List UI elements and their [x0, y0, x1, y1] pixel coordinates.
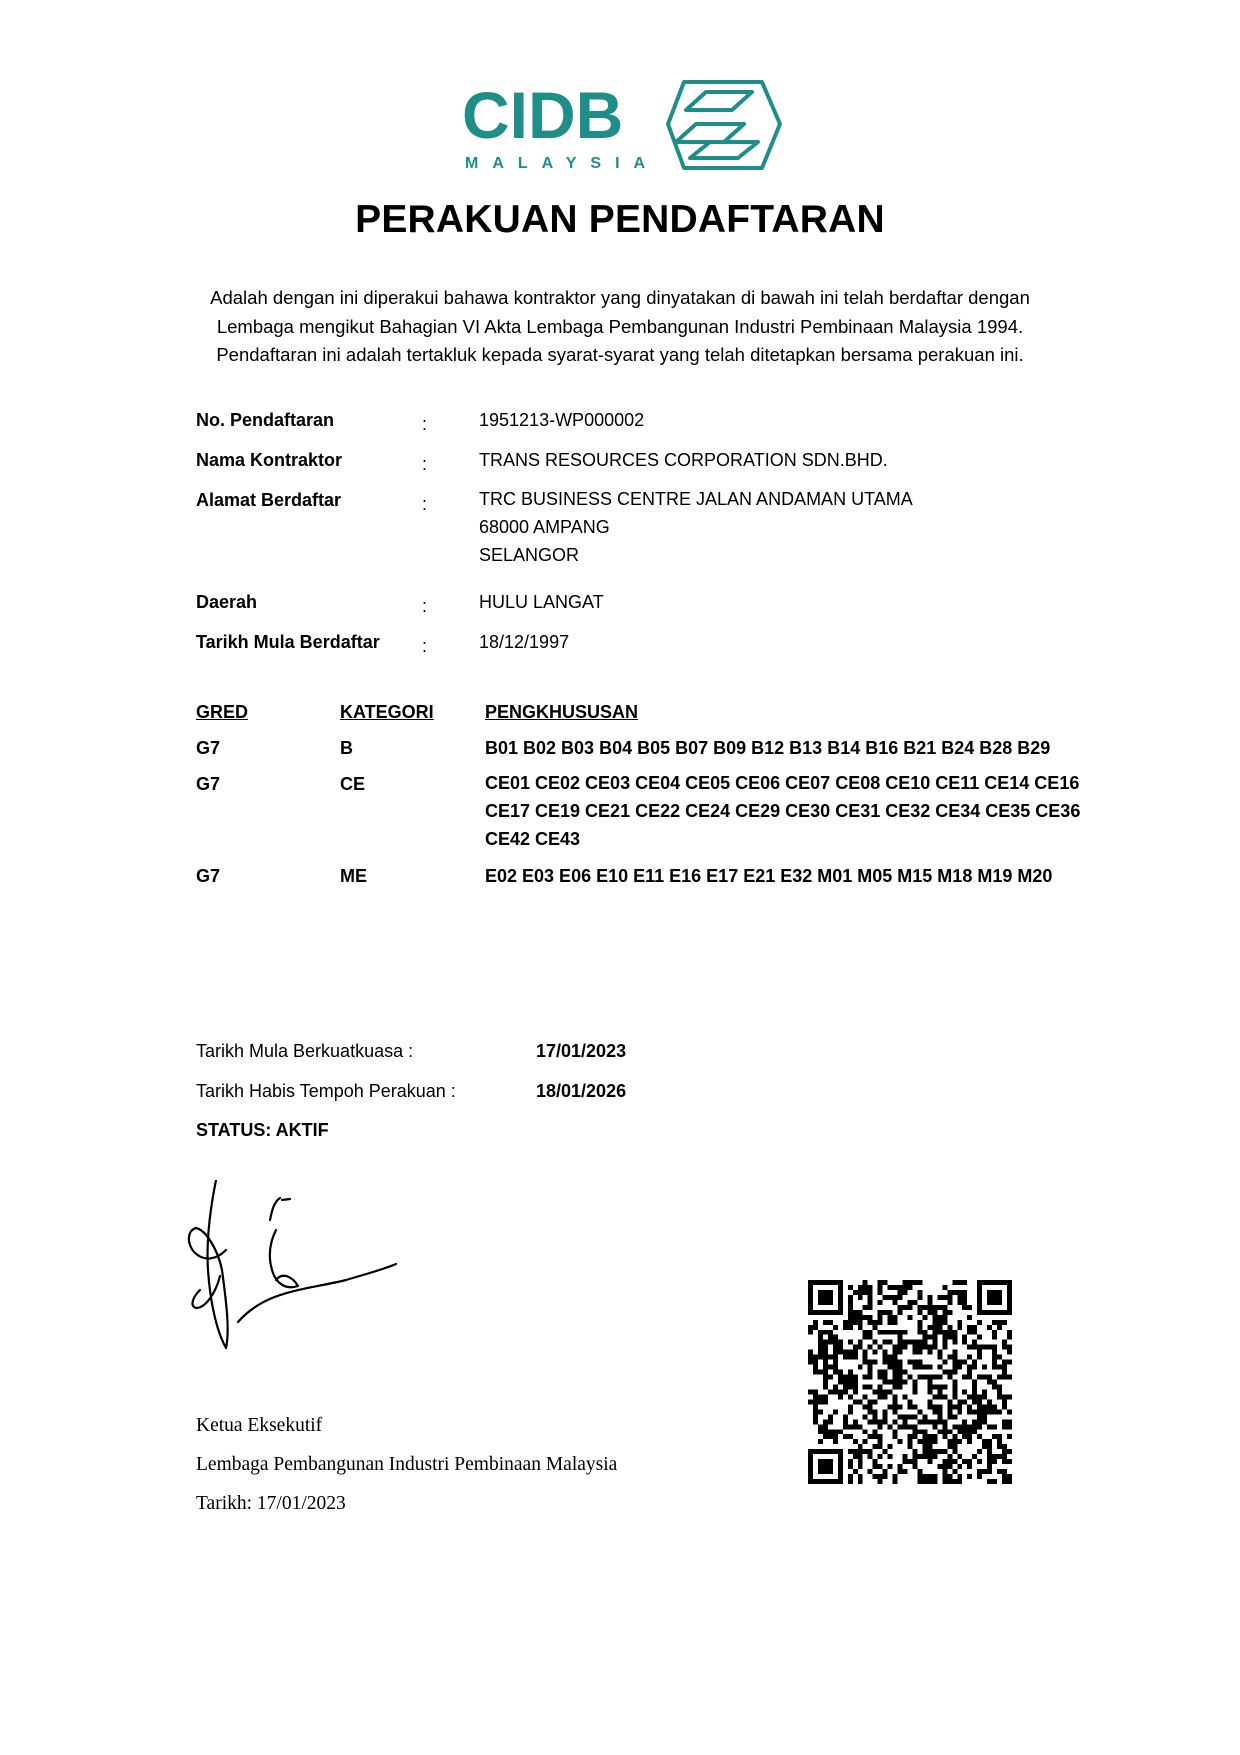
expiry-date-value: 18/01/2026 — [536, 1081, 627, 1101]
registration-start-label: Tarikh Mula Berdaftar — [196, 632, 380, 652]
effective-date-value: 17/01/2023 — [536, 1041, 627, 1061]
logo-hexagon-mark — [668, 82, 780, 168]
document-title: PERAKUAN PENDAFTARAN — [355, 198, 885, 241]
address-line: SELANGOR — [479, 545, 580, 565]
specialization-line: CE17 CE19 CE21 CE22 CE24 CE29 CE30 CE31 CE32 CE34 CE35 CE36 — [485, 801, 1081, 821]
logo-wordmark: CIDB — [462, 80, 624, 152]
grade-cell: G7 — [196, 738, 221, 758]
cidb-logo — [462, 80, 782, 172]
specialization-cell — [485, 734, 1165, 762]
specialization-line: B01 B02 B03 B04 B05 B07 B09 B12 B13 B14 B16 B21 B24 B28 B29 — [485, 738, 1051, 758]
colon: : — [422, 596, 428, 616]
reg-no-label: No. Pendaftaran — [196, 410, 335, 430]
contractor-name-label: Nama Kontraktor — [196, 450, 343, 470]
status-text: STATUS: AKTIF — [196, 1120, 329, 1140]
intro-line: Adalah dengan ini diperakui bahawa kontraktor yang dinyatakan di bawah ini telah berdaftar dengan — [210, 287, 1030, 308]
specialization-cell — [485, 769, 1165, 853]
reg-no-value: 1951213-WP000002 — [479, 410, 645, 430]
address-line: 68000 AMPANG — [479, 517, 610, 537]
category-header: KATEGORI — [340, 702, 434, 722]
grade-cell: G7 — [196, 866, 221, 886]
address-label: Alamat Berdaftar — [196, 490, 342, 510]
intro-paragraph — [170, 284, 1070, 370]
expiry-date-label: Tarikh Habis Tempoh Perakuan : — [196, 1081, 456, 1101]
address-line: TRC BUSINESS CENTRE JALAN ANDAMAN UTAMA — [479, 489, 913, 509]
signatory-title: Ketua Eksekutif — [196, 1415, 323, 1436]
category-cell: CE — [340, 774, 366, 794]
district-label: Daerah — [196, 592, 258, 612]
specialization-cell — [485, 862, 1165, 890]
colon: : — [422, 454, 428, 474]
specialization-line: CE42 CE43 — [485, 829, 581, 849]
grade-cell: G7 — [196, 774, 221, 794]
specialization-line: CE01 CE02 CE03 CE04 CE05 CE06 CE07 CE08 CE10 CE11 CE14 CE16 — [485, 773, 1080, 793]
effective-date-label: Tarikh Mula Berkuatkuasa : — [196, 1041, 414, 1061]
intro-line: Pendaftaran ini adalah tertakluk kepada syarat-syarat yang telah ditetapkan bersama perakuan ini. — [216, 344, 1024, 365]
grade-header: GRED — [196, 702, 249, 722]
intro-line: Lembaga mengikut Bahagian VI Akta Lembaga Pembangunan Industri Pembinaan Malaysia 1994. — [216, 315, 1024, 337]
signatory-organization: Lembaga Pembangunan Industri Pembinaan Malaysia — [196, 1454, 618, 1475]
specialization-header: PENGKHUSUSAN — [485, 702, 639, 722]
category-cell: B — [340, 738, 353, 758]
signatory-date: Tarikh: 17/01/2023 — [196, 1493, 346, 1514]
colon: : — [422, 494, 428, 514]
qr-code — [808, 1280, 1012, 1484]
qr-modules — [808, 1280, 1012, 1484]
colon: : — [422, 636, 428, 656]
address-value — [479, 485, 913, 569]
registration-start-value: 18/12/1997 — [479, 632, 570, 652]
logo-country: MALAYSIA — [465, 155, 660, 172]
district-value: HULU LANGAT — [479, 592, 604, 612]
category-cell: ME — [340, 866, 367, 886]
colon: : — [422, 414, 428, 434]
specialization-line: E02 E03 E06 E10 E11 E16 E17 E21 E32 M01 M05 M15 M18 M19 M20 — [485, 866, 1053, 886]
contractor-name-value: TRANS RESOURCES CORPORATION SDN.BHD. — [479, 450, 888, 470]
signature-image — [186, 1180, 416, 1360]
